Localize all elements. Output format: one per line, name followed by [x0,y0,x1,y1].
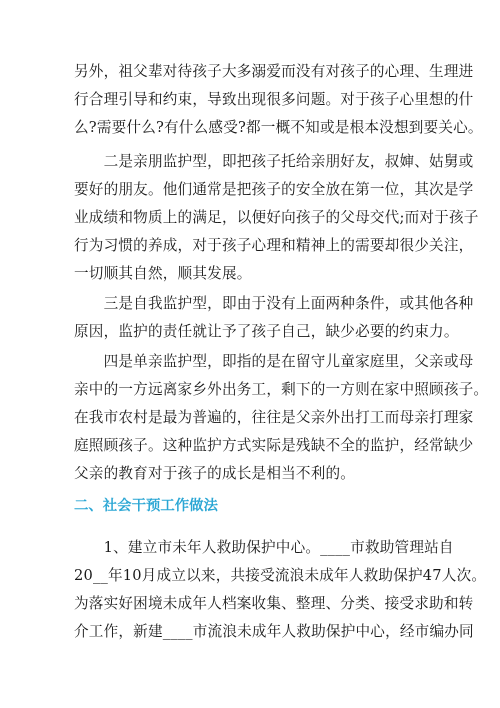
text-line: 另外，祖父辈对待孩子大多溺爱而没有对孩子的心理、生理进 [74,63,474,80]
text-line: 业成绩和物质上的满足，以便好向孩子的父母交代;而对于孩子 [74,209,479,226]
text-line: 么?需要什么?有什么感受?都一概不知或是根本没想到要关心。 [74,119,483,136]
paragraph-relative-guardianship [74,148,479,288]
text-line: 1、建立市未年人救助保护中心。____市救助管理站自 [74,539,454,556]
text-line: 原因，监护的责任就让予了孩子自己，缺少必要的约束力。 [74,323,459,340]
section-heading: 二、社会干预工作做法 [74,498,218,514]
paragraph-self-guardianship [74,290,474,346]
text-line: 20__年10月成立以来，共接受流浪未成年人救助保护47人次。 [74,567,487,584]
text-line: 要好的朋友。他们通常是把孩子的安全放在第一位，其次是学 [74,181,474,198]
text-line: 四是单亲监护型，即指的是在留守儿童家庭里，父亲或母 [74,353,474,370]
paragraph-rescue-center [74,534,487,646]
text-line: 三是自我监护型，即由于没有上面两种条件，或其他各种 [74,295,474,312]
text-line: 父亲的教育对于孩子的成长是相当不利的。 [74,465,356,482]
paragraph-single-parent-guardianship [74,348,489,488]
text-line: 二是亲朋监护型，即把孩子托给亲朋好友，叔婶、姑舅或 [74,153,474,170]
text-line: 在我市农村是最为普遍的，往往是父亲外出打工而母亲打理家 [74,409,474,426]
text-line: 为落实好困境未成年人档案收集、整理、分类、接受求助和转 [74,595,474,612]
paragraph-grandparent-guardianship [74,58,483,142]
text-line: 介工作，新建____市流浪未成年人救助保护中心，经市编办同 [74,623,474,640]
text-line: 庭照顾孩子。这种监护方式实际是残缺不全的监护，经常缺少 [74,437,474,454]
text-line: 行为习惯的养成，对于孩子心理和精神上的需要却很少关注， [74,237,474,254]
text-line: 一切顺其自然，顺其发展。 [74,265,252,282]
text-line: 亲中的一方远离家乡外出务工，剩下的一方则在家中照顾孩子。 [74,381,489,398]
text-line: 行合理引导和约束，导致出现很多问题。对于孩子心里想的什 [74,91,474,108]
